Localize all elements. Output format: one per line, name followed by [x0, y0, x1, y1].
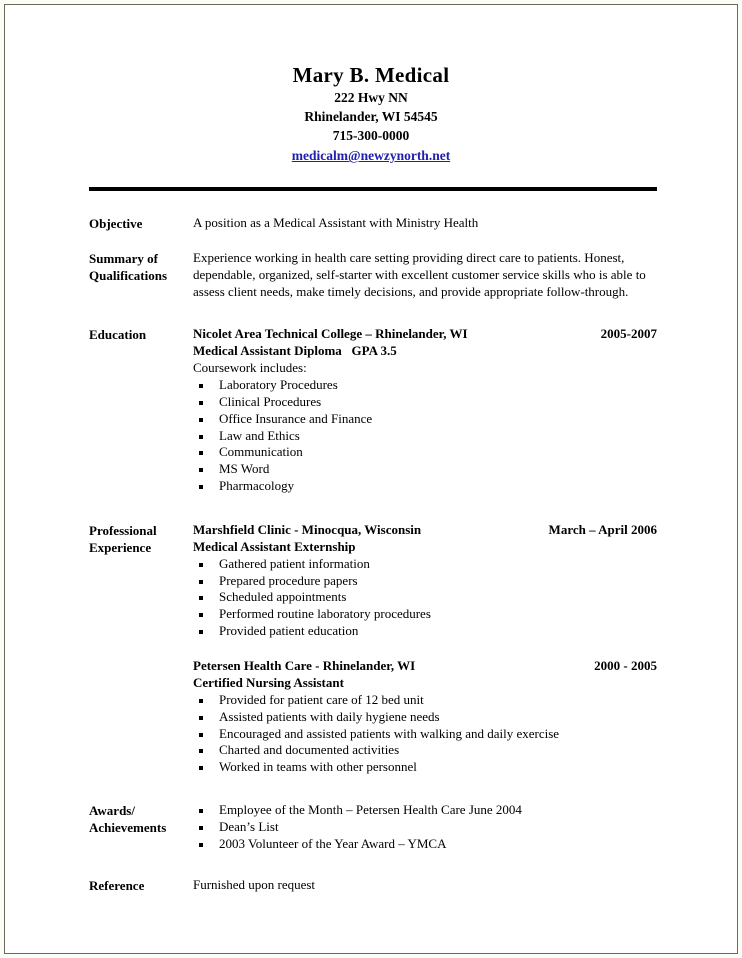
- section-label-summary: [89, 250, 193, 285]
- award-text: Employee of the Month – Petersen Health Care June 2004: [219, 801, 522, 817]
- section-content-awards: [193, 802, 657, 852]
- duty-text: Assisted patients with daily hygiene needs: [219, 708, 440, 724]
- list-item: [193, 573, 657, 590]
- list-item: [193, 726, 657, 743]
- education-school: Nicolet Area Technical College – Rhinelander, WI: [193, 326, 468, 342]
- applicant-name: Mary B. Medical: [292, 63, 450, 87]
- section-label-objective: Objective: [89, 216, 143, 232]
- duty-text: Gathered patient information: [219, 555, 370, 571]
- square-bullet-icon: [199, 699, 203, 703]
- coursework-text: Communication: [219, 444, 303, 460]
- duty-text: Performed routine laboratory procedures: [219, 606, 431, 622]
- list-item: [193, 742, 657, 759]
- section-content-experience: [193, 522, 657, 776]
- section-content-objective: [193, 215, 657, 232]
- square-bullet-icon: [199, 826, 203, 830]
- award-text: 2003 Volunteer of the Year Award – YMCA: [219, 835, 447, 851]
- square-bullet-icon: [199, 716, 203, 720]
- section-education: [89, 326, 657, 495]
- list-item: [193, 836, 657, 853]
- list-item: [193, 802, 657, 819]
- list-item: [193, 606, 657, 623]
- square-bullet-icon: [199, 630, 203, 634]
- section-label-experience-line2: Experience: [89, 539, 152, 555]
- section-label-summary-line1: Summary of: [89, 251, 158, 267]
- section-label-experience-line1: Professional: [89, 522, 157, 538]
- experience-entry-head: [193, 658, 657, 675]
- list-item: [193, 692, 657, 709]
- experience-employer: Marshfield Clinic - Minocqua, Wisconsin: [193, 521, 422, 537]
- list-item: [193, 461, 657, 478]
- square-bullet-icon: [199, 418, 203, 422]
- header-divider-rule: [89, 187, 657, 191]
- education-degree: Medical Assistant Diploma GPA 3.5: [193, 343, 397, 359]
- reference-text: Furnished upon request: [193, 877, 316, 893]
- coursework-text: Pharmacology: [219, 478, 295, 494]
- resume-header: [5, 63, 737, 166]
- awards-list: [193, 802, 657, 852]
- resume-body: [5, 215, 737, 895]
- list-item: [193, 589, 657, 606]
- section-label-education: Education: [89, 327, 147, 343]
- duty-text: Provided for patient care of 12 bed unit: [219, 691, 424, 707]
- experience-duties-list: [193, 692, 657, 776]
- square-bullet-icon: [199, 580, 203, 584]
- list-item: [193, 623, 657, 640]
- duty-text: Encouraged and assisted patients with walking and daily exercise: [219, 725, 560, 741]
- resume-page: [5, 5, 737, 953]
- square-bullet-icon: [199, 766, 203, 770]
- section-label-summary-line2: Qualifications: [89, 268, 168, 284]
- section-label-awards-line2: Achievements: [89, 819, 167, 835]
- coursework-text: MS Word: [219, 461, 270, 477]
- award-text: Dean’s List: [219, 818, 279, 834]
- objective-text: A position as a Medical Assistant with Ministry Health: [193, 215, 479, 231]
- email-link[interactable]: medicalm@newzynorth.net: [291, 148, 451, 164]
- section-reference: [89, 877, 657, 895]
- section-label-reference: Reference: [89, 878, 145, 894]
- duty-text: Provided patient education: [219, 623, 359, 639]
- list-item: [193, 411, 657, 428]
- section-content-reference: [193, 877, 657, 894]
- square-bullet-icon: [199, 563, 203, 567]
- list-item: [193, 444, 657, 461]
- square-bullet-icon: [199, 749, 203, 753]
- list-item: [193, 394, 657, 411]
- duty-text: Charted and documented activities: [219, 742, 400, 758]
- experience-dates: 2000 - 2005: [594, 657, 657, 673]
- section-label-awards: [89, 802, 193, 837]
- coursework-text: Laboratory Procedures: [219, 377, 338, 393]
- section-awards: [89, 802, 657, 852]
- duty-text: Worked in teams with other personnel: [219, 759, 417, 775]
- experience-job-title: Medical Assistant Externship: [193, 538, 356, 554]
- city-state-zip: Rhinelander, WI 54545: [304, 108, 438, 124]
- list-item: [193, 428, 657, 445]
- square-bullet-icon: [199, 843, 203, 847]
- list-item: [193, 478, 657, 495]
- square-bullet-icon: [199, 596, 203, 600]
- experience-job-title: Certified Nursing Assistant: [193, 674, 344, 690]
- square-bullet-icon: [199, 809, 203, 813]
- phone-number: 715-300-0000: [332, 128, 410, 144]
- list-item: [193, 819, 657, 836]
- header-divider-wrap: [5, 187, 737, 191]
- square-bullet-icon: [199, 468, 203, 472]
- duty-text: Prepared procedure papers: [219, 572, 358, 588]
- coursework-text: Office Insurance and Finance: [219, 410, 373, 426]
- list-item: [193, 759, 657, 776]
- education-coursework-heading: Coursework includes:: [193, 360, 307, 376]
- coursework-text: Law and Ethics: [219, 427, 300, 443]
- street-address: 222 Hwy NN: [334, 89, 408, 105]
- experience-duties-list: [193, 556, 657, 640]
- section-objective: [89, 215, 657, 233]
- square-bullet-icon: [199, 401, 203, 405]
- coursework-text: Clinical Procedures: [219, 393, 322, 409]
- education-entry-head: [193, 326, 657, 343]
- section-label-experience: [89, 522, 193, 557]
- summary-text: Experience working in health care setting providing direct care to patients. Honest, dependable, organized, self-starter with excellent customer service skills who is able to assess client needs, make timely decisions, and provide appropriate follow-through.: [193, 250, 646, 300]
- section-summary: [89, 250, 657, 301]
- section-experience: [89, 522, 657, 776]
- experience-dates: March – April 2006: [548, 521, 657, 537]
- experience-employer: Petersen Health Care - Rhinelander, WI: [193, 657, 416, 673]
- square-bullet-icon: [199, 384, 203, 388]
- list-item: [193, 709, 657, 726]
- duty-text: Scheduled appointments: [219, 589, 347, 605]
- experience-entry-head: [193, 522, 657, 539]
- education-coursework-list: [193, 377, 657, 495]
- education-dates: 2005-2007: [600, 326, 657, 342]
- square-bullet-icon: [199, 451, 203, 455]
- square-bullet-icon: [199, 435, 203, 439]
- section-content-summary: [193, 250, 657, 301]
- list-item: [193, 556, 657, 573]
- square-bullet-icon: [199, 485, 203, 489]
- section-content-education: [193, 326, 657, 495]
- experience-entry: [193, 658, 657, 776]
- list-item: [193, 377, 657, 394]
- section-label-awards-line1: Awards/: [89, 802, 135, 818]
- experience-entry: [193, 522, 657, 640]
- square-bullet-icon: [199, 613, 203, 617]
- page-border: [4, 4, 738, 954]
- square-bullet-icon: [199, 733, 203, 737]
